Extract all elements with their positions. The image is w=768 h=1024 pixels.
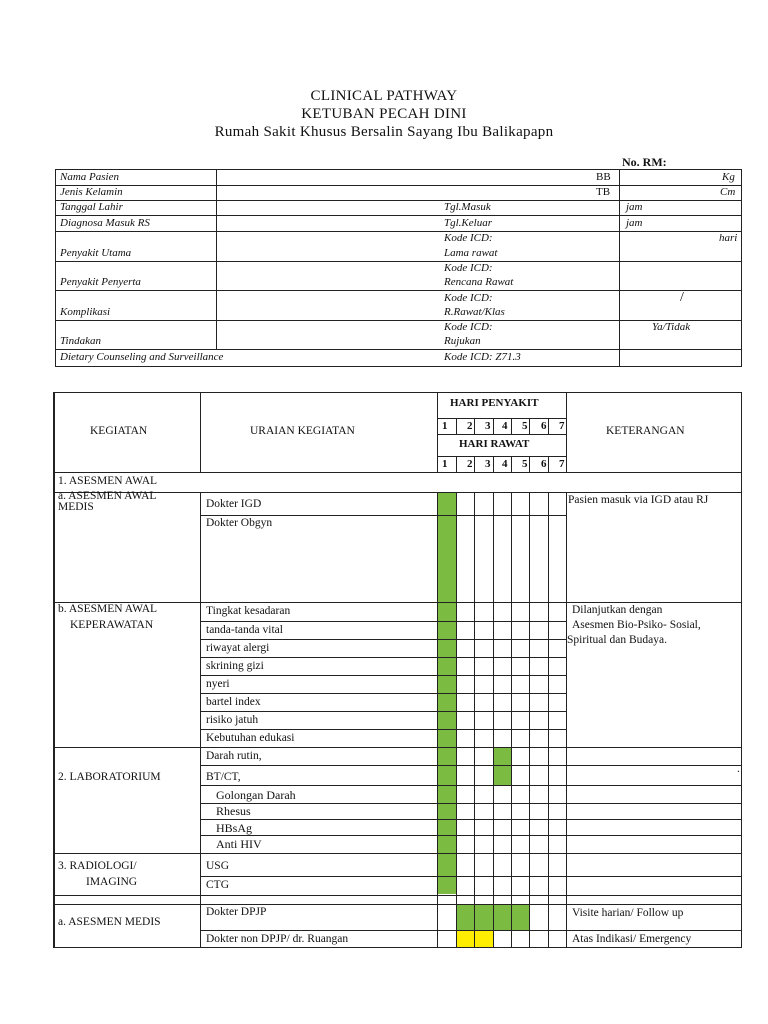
kep-item: riwayat alergi [206,642,270,654]
tindakan-label: Tindakan [60,335,101,347]
asesmen-awal-label: 1. ASESMEN AWAL [58,475,158,487]
lab-item: BT/CT, [206,771,241,783]
hr-day-3: 3 [485,458,491,470]
tgl-keluar-label: Tgl.Keluar [444,217,492,229]
dokter-igd-item: Dokter IGD [206,498,262,510]
asesmen-medis-label-2: MEDIS [58,501,94,513]
lab-item: Darah rutin, [206,750,262,762]
kode-icd-komplikasi: Kode ICD: [444,292,493,304]
laboratorium-label: 2. LABORATORIUM [58,771,161,783]
bb-label: BB [596,171,611,183]
title-line-2: KETUBAN PECAH DINI [301,106,467,122]
penyakit-utama-label: Penyakit Utama [60,247,132,259]
dokter-obgyn-item: Dokter Obgyn [206,517,273,529]
dietary-label: Dietary Counseling and Surveillance [60,351,224,363]
rujukan-label: Rujukan [444,335,481,347]
hp-day-1: 1 [442,420,448,432]
hp-day-4: 4 [502,420,508,432]
hr-day-2: 2 [467,458,473,470]
lab-day4-fill [493,747,511,785]
lab-item: Golongan Darah [216,788,296,802]
kg-label: Kg [722,171,735,183]
diagnosa-label: Diagnosa Masuk RS [60,217,150,229]
hp-day-7: 7 [559,420,565,432]
rad-item: USG [206,860,230,872]
radiologi-label-2: IMAGING [86,876,138,888]
komplikasi-label: Komplikasi [60,306,111,318]
hr-day-7: 7 [559,458,565,470]
nama-pasien-label: Nama Pasien [60,171,119,183]
kep-item: Tingkat kesadaran [206,605,291,617]
lab-item: Rhesus [216,804,251,818]
lama-rawat-label: Lama rawat [444,247,498,259]
cm-label: Cm [720,186,736,198]
asesmen-kep-label-1: b. ASESMEN AWAL [58,603,158,615]
kep-item: bartel index [206,696,261,708]
keterangan-non-dpjp: Atas Indikasi/ Emergency [572,933,692,945]
jam-masuk-label: jam [626,201,643,213]
title-line-3: Rumah Sakit Khusus Bersalin Sayang Ibu Balikapapn [214,124,554,140]
hp-day-2: 2 [467,420,473,432]
kep-item: nyeri [206,678,230,690]
kode-icd-penyerta: Kode ICD: [444,262,493,274]
keterangan-igd: Pasien masuk via IGD atau RJ [568,494,709,506]
lab-dot: . [737,763,740,775]
radiologi-label-1: 3. RADIOLOGI/ [58,860,137,872]
hp-day-5: 5 [522,420,528,432]
kode-icd-tindakan: Kode ICD: [444,321,493,333]
hp-day-3: 3 [485,420,491,432]
r-rawat-klas-label: R.Rawat/Klas [444,306,505,318]
hari-rawat-header: HARI RAWAT [459,438,530,450]
kode-icd-dietary: Kode ICD: Z71.3 [444,351,521,363]
asesmen-kep-label-2: KEPERAWATAN [70,619,154,631]
tgl-masuk-label: Tgl.Masuk [444,201,491,213]
hr-day-1: 1 [442,458,448,470]
kode-icd-utama: Kode ICD: [444,232,493,244]
kep-item: skrining gizi [206,660,264,672]
penyakit-penyerta-label: Penyakit Penyerta [60,276,141,288]
tb-label: TB [596,186,611,198]
hr-day-4: 4 [502,458,508,470]
ya-tidak-label: Ya/Tidak [652,321,691,333]
klas-slash: / [680,290,684,305]
uraian-header: URAIAN KEGIATAN [250,425,355,437]
kep-item: Kebutuhan edukasi [206,732,295,744]
no-rm-label: No. RM: [622,155,667,169]
jenis-kelamin-label: Jenis Kelamin [60,186,123,198]
hr-day-6: 6 [541,458,547,470]
jam-keluar-label: jam [626,217,643,229]
keterangan-header: KETERANGAN [606,425,685,437]
lab-item: Anti HIV [216,837,262,851]
title-line-1: CLINICAL PATHWAY [310,88,458,104]
keterangan-dpjp: Visite harian/ Follow up [572,907,684,919]
tanggal-lahir-label: Tanggal Lahir [60,201,123,213]
kep-keterangan: Spiritual dan Budaya. [567,634,667,646]
hari-penyakit-header: HARI PENYAKIT [450,397,539,409]
hari-label: hari [719,232,738,244]
kep-item: risiko jatuh [206,714,259,726]
asesmen-medis-label-1: a. ASESMEN AWAL [58,490,157,502]
kep-keterangan: Dilanjutkan dengan [572,604,663,616]
lab-item: HBsAg [216,821,253,835]
dokter-dpjp-item: Dokter DPJP [206,906,267,918]
kep-keterangan: Asesmen Bio-Psiko- Sosial, [572,619,701,631]
hr-day-5: 5 [522,458,528,470]
hp-day-6: 6 [541,420,547,432]
dokter-non-dpjp-item: Dokter non DPJP/ dr. Ruangan [206,933,349,945]
kegiatan-header: KEGIATAN [90,425,148,437]
asesmen-medis-label: a. ASESMEN MEDIS [58,916,161,928]
rencana-rawat-label: Rencana Rawat [444,276,514,288]
kep-item: tanda-tanda vital [206,624,283,636]
rad-item: CTG [206,879,229,891]
